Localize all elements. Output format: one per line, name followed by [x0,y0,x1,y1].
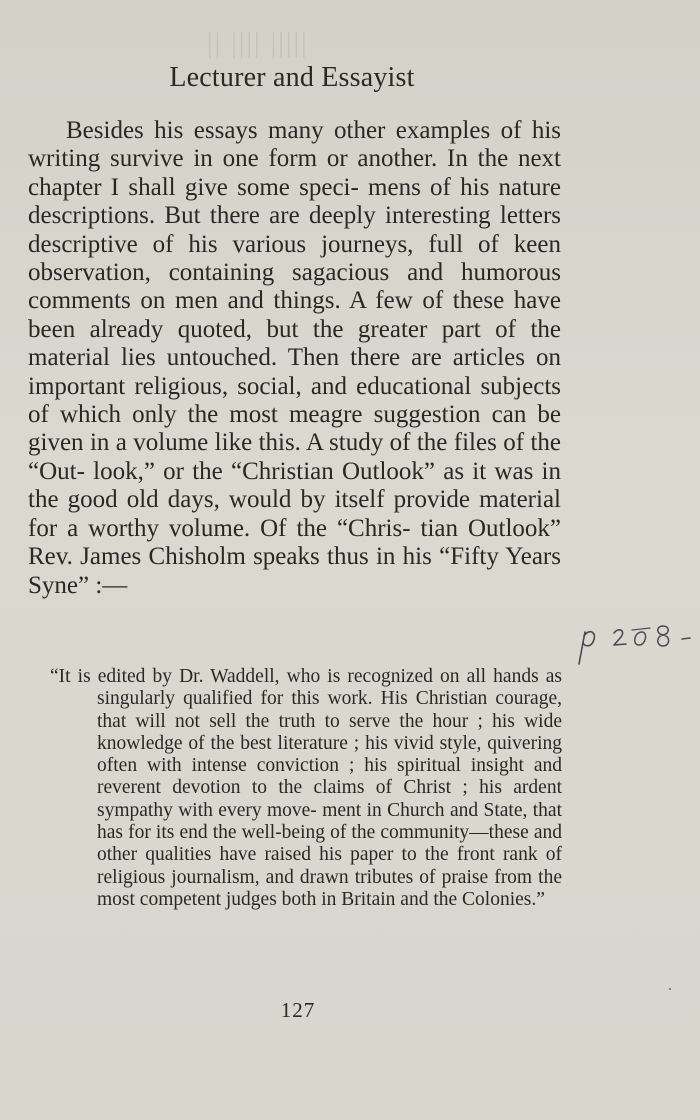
margin-note-text: p 208 - [576,518,580,519]
running-head: Lecturer and Essayist [169,62,415,93]
handwritten-margin-note [576,518,700,668]
block-quote [50,666,562,911]
block-quote-text: “It is edited by Dr. Waddell, who is recognized on all hands as singularly qualified for this work. His Christian courage, that will not sell the truth to serve the hour ; his wide knowledge of the best literature ; his vivid style, quivering often with intense conviction ; his spiritual insight and reverent devotion to the claims of Christ ; his ardent sympathy with every move- ment in Church and State, that has for its end the well-being of the community—these and other qualities have raised his paper to the front rank of religious journalism, and drawn tributes of praise from the most competent judges both in Britain and the Colonies.” [50,666,562,910]
page-number: 127 [280,998,316,1022]
paper-speck [669,988,671,990]
bleed-through-shadow: ||||| |||| || [205,28,307,59]
body-paragraph: Besides his essays many other examples of his writing survive in one form or another. In the next chapter I shall give some speci- mens of his nature descriptions. But there are deeply interesting letters descriptive of his various journeys, full of keen observation, containing sagacious and humorous comments on men and things. A few of these have been already quoted, but the greater part of the material lies untouched. Then there are articles on important religious, social, and educational subjects of which only the most meagre suggestion can be given in a volume like this. A study of the files of the “Out- look,” or the “Christian Outlook” as it was in the good old days, would by itself provide material for a worthy volume. Of the “Chris- tian Outlook” Rev. James Chisholm speaks thus in his “Fifty Years Syne” :— [28,117,561,599]
